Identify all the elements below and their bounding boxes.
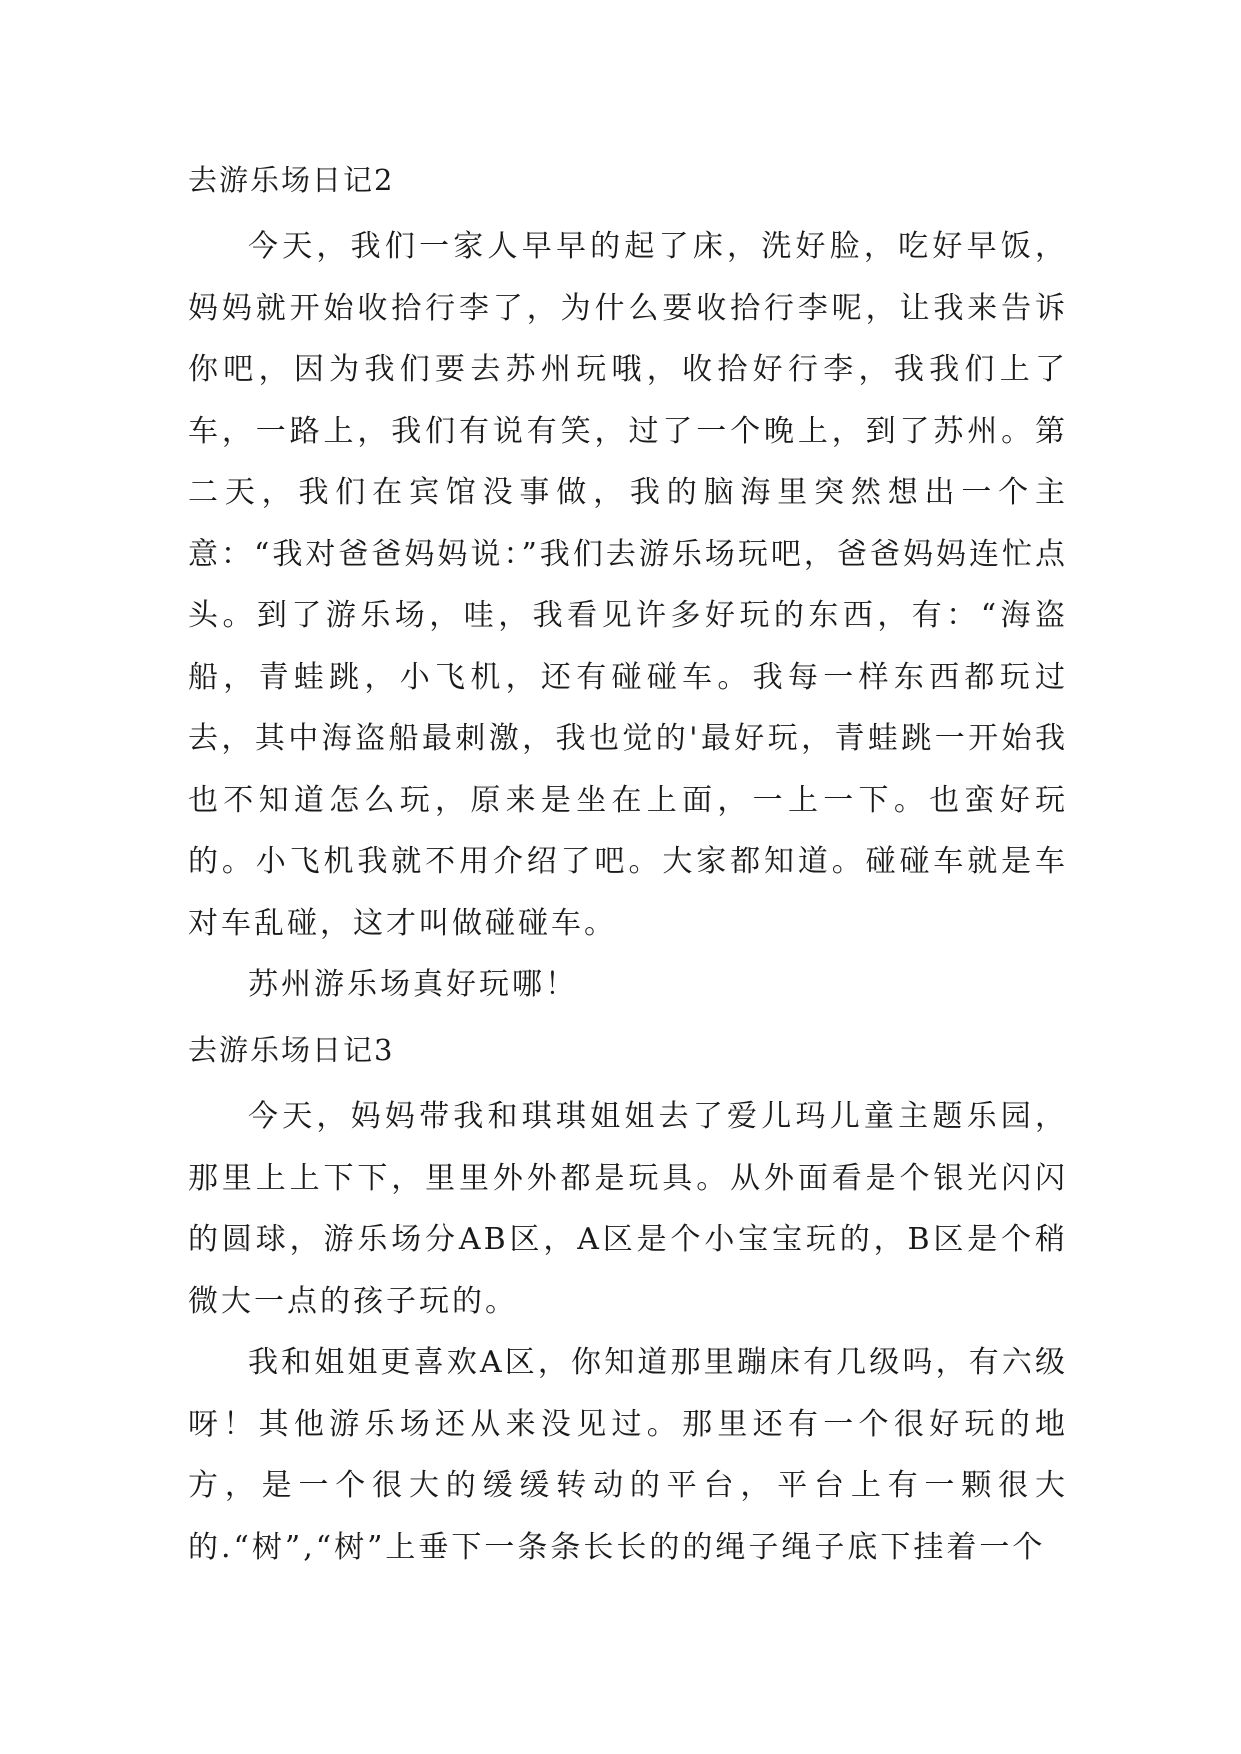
entry-paragraph: 今天，我们一家人早早的起了床，洗好脸，吃好早饭，妈妈就开始收拾行李了，为什么要收拾行李呢，让我来告诉你吧，因为我们要去苏州玩哦，收拾好行李，我我们上了车，一路上，我们有说有笑，过了一个晚上，到了苏州。第二天，我们在宾馆没事做，我的脑海里突然想出一个主意：“我对爸爸妈妈说：”我们去游乐场玩吧，爸爸妈妈连忙点头。到了游乐场，哇，我看见许多好玩的东西，有：“海盗船，青蛙跳，小飞机，还有碰碰车。我每一样东西都玩过去，其中海盗船最刺激，我也觉的'最好玩，青蛙跳一开始我也不知道怎么玩，原来是坐在上面，一上一下。也蛮好玩的。小飞机我就不用介绍了吧。大家都知道。碰碰车就是车对车乱碰，这才叫做碰碰车。 (188, 229, 1068, 941)
entry-paragraph: 今天，妈妈带我和琪琪姐姐去了爱儿玛儿童主题乐园，那里上上下下，里里外外都是玩具。从外面看是个银光闪闪的圆球，游乐场分AB区，A区是个小宝宝玩的，B区是个稍微大一点的孩子玩的。 (188, 1099, 1068, 1319)
entry-paragraph: 我和姐姐更喜欢A区，你知道那里蹦床有几级吗，有六级呀！其他游乐场还从来没见过。那里还有一个很好玩的地方，是一个很大的缓缓转动的平台，平台上有一颗很大的.“树”,“树”上垂下一条条长长的的绳子绳子底下挂着一个 (188, 1345, 1068, 1565)
entry-paragraph: 苏州游乐场真好玩哪！ (248, 967, 578, 1002)
diary-entry-3 (188, 1030, 1068, 1578)
entry-title: 去游乐场日记2 (188, 163, 395, 197)
entry-title: 去游乐场日记3 (188, 1033, 395, 1067)
diary-entry-2 (188, 160, 1068, 1016)
